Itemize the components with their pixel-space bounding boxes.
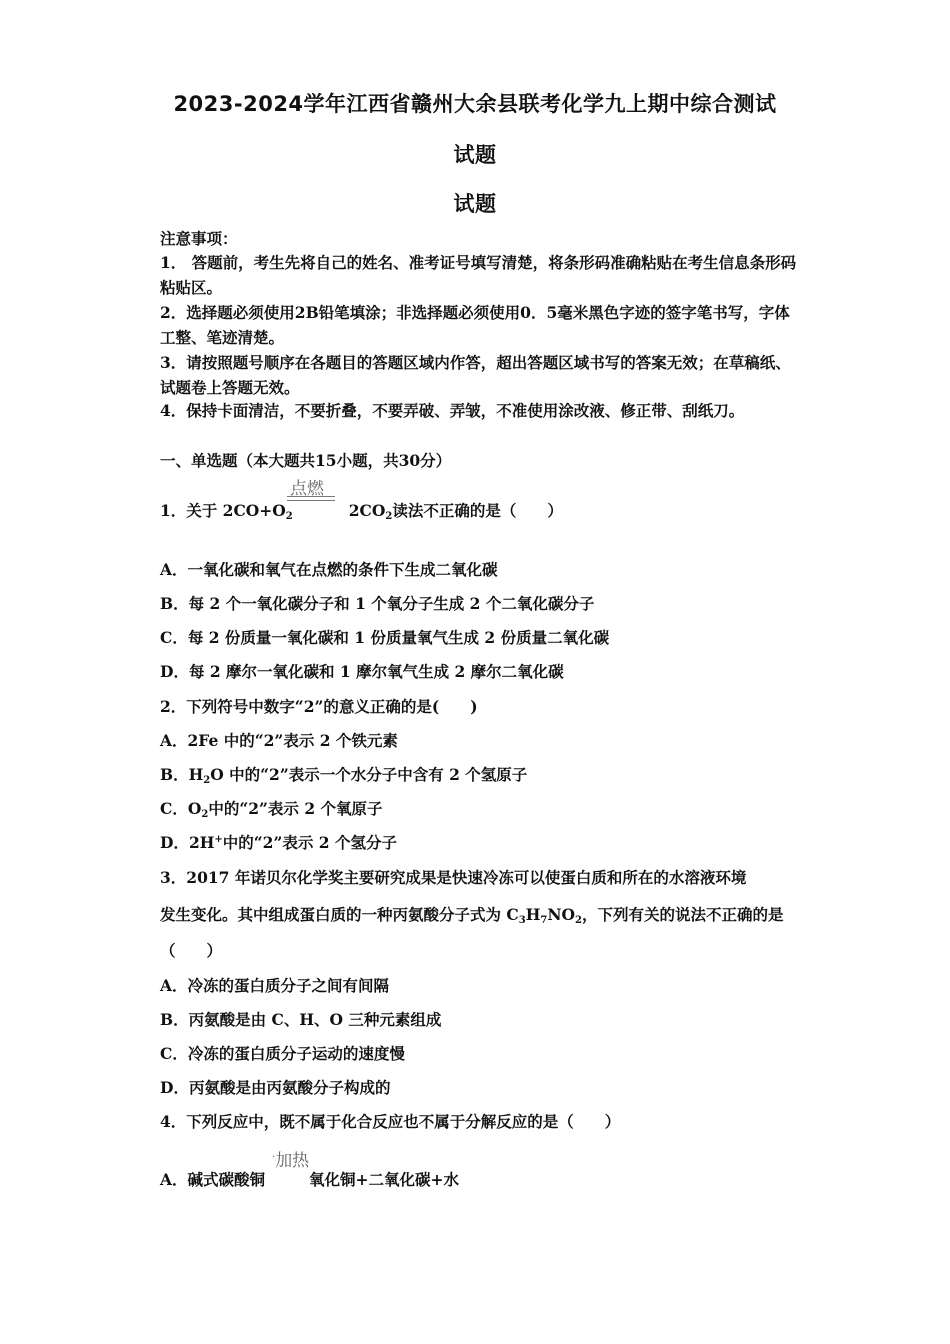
q1-option-a: A．一氧化碳和氧气在点燃的条件下生成二氧化碳: [160, 560, 498, 579]
q3-option-b: B．丙氨酸是由 C、H、O 三种元素组成: [160, 1010, 442, 1029]
notice-heading: 注意事项：: [160, 229, 238, 248]
q2-option-c-post: 中的“2”表示 2 个氧原子: [208, 799, 383, 818]
q1-o2-subscript: 2: [285, 511, 293, 522]
exam-title-line3: 试题: [453, 192, 497, 216]
q2-option-d-superscript: +: [214, 834, 223, 845]
q3-formula-o-subscript: 2: [575, 915, 582, 926]
q3-stem-line1: 3．2017 年诺贝尔化学奖主要研究成果是快速冷冻可以使蛋白质和所在的水溶液环境: [160, 868, 747, 887]
notice-item-3: 3．请按照题号顺序在各题目的答题区域内作答，超出答题区域书写的答案无效；在草稿纸、试题卷上答题无效。: [160, 353, 791, 397]
q4-condition-dot: ·: [272, 1152, 276, 1163]
q1-suffix: 读法不正确的是（ ）: [392, 501, 563, 520]
q2-option-b-post: O 中的“2”表示一个水分子中含有 2 个氢原子: [210, 765, 528, 784]
q2-option-a: A．2Fe 中的“2”表示 2 个铁元素: [160, 731, 398, 750]
notice-item-2: 2．选择题必须使用2B铅笔填涂；非选择题必须使用0．5毫米黑色字迹的签字笔书写，字体工整、笔迹清楚。: [160, 303, 790, 347]
notice-item-1: 1． 答题前，考生先将自己的姓名、准考证号填写清楚，将条形码准确粘贴在考生信息条形码粘贴区。: [160, 253, 797, 297]
q3-option-c: C．冷冻的蛋白质分子运动的速度慢: [160, 1044, 405, 1063]
q2-option-d: [160, 833, 397, 853]
q1-option-c: C．每 2 份质量一氧化碳和 1 份质量氧气生成 2 份质量二氧化碳: [160, 628, 610, 647]
q1-option-b: B．每 2 个一氧化碳分子和 1 个氧分子生成 2 个二氧化碳分子: [160, 594, 595, 613]
q2-option-c: [160, 799, 383, 819]
q3-stem-line2: [160, 905, 783, 925]
q2-option-b: [160, 765, 527, 785]
q3-stem-line2-pre: 发生变化。其中组成蛋白质的一种丙氨酸分子式为 C: [160, 905, 519, 924]
q4-option-a: [160, 1170, 459, 1190]
q2-option-c-subscript: 2: [201, 809, 209, 820]
q3-formula-h-subscript: 7: [540, 915, 548, 926]
notice-item-4: 4．保持卡面清洁，不要折叠，不要弄破、弄皱，不准使用涂改液、修正带、刮纸刀。: [160, 401, 745, 420]
q1-stem: [160, 501, 563, 521]
q1-option-d: D．每 2 摩尔一氧化碳和 1 摩尔氧气生成 2 摩尔二氧化碳: [160, 662, 564, 681]
exam-title-line2: 试题: [453, 143, 497, 167]
q2-option-d-post: 中的“2”表示 2 个氢分子: [222, 833, 397, 852]
q4-condition-text: 加热: [275, 1151, 310, 1171]
q4-option-a-post: 氧化铜+二氧化碳+水: [309, 1170, 460, 1189]
q1-product: 2CO: [348, 501, 386, 520]
q3-formula-h: H: [525, 905, 541, 924]
q3-option-a: A．冷冻的蛋白质分子之间有间隔: [160, 976, 390, 995]
q1-co2-subscript: 2: [385, 511, 393, 522]
q1-equals-bar-top: [287, 496, 335, 497]
q4-option-a-pre: A．碱式碳酸铜: [160, 1170, 266, 1189]
section-heading: 一、单选题（本大题共15小题，共30分）: [160, 451, 452, 470]
q2-option-b-subscript: 2: [203, 775, 211, 786]
q3-formula-no: NO: [547, 905, 575, 924]
q3-formula-c-subscript: 3: [518, 915, 526, 926]
q3-stem-line2-post: ，下列有关的说法不正确的是: [581, 905, 784, 924]
q1-reaction-condition: 点燃: [290, 479, 324, 499]
q3-stem-line3: （ ）: [160, 941, 223, 960]
q2-option-c-pre: C．O: [160, 799, 202, 818]
q2-option-b-pre: B．H: [160, 765, 204, 784]
q2-option-d-pre: D．2H: [160, 833, 215, 852]
q1-prefix: 1．关于 2CO+O: [160, 501, 286, 520]
q4-stem: 4．下列反应中，既不属于化合反应也不属于分解反应的是（ ）: [160, 1112, 621, 1131]
exam-title-line1: 2023-2024学年江西省赣州大余县联考化学九上期中综合测试: [173, 92, 777, 116]
q4-reaction-condition: [272, 1146, 309, 1171]
q2-stem: 2．下列符号中数字“2”的意义正确的是( ): [160, 697, 478, 716]
q3-option-d: D．丙氨酸是由丙氨酸分子构成的: [160, 1078, 391, 1097]
